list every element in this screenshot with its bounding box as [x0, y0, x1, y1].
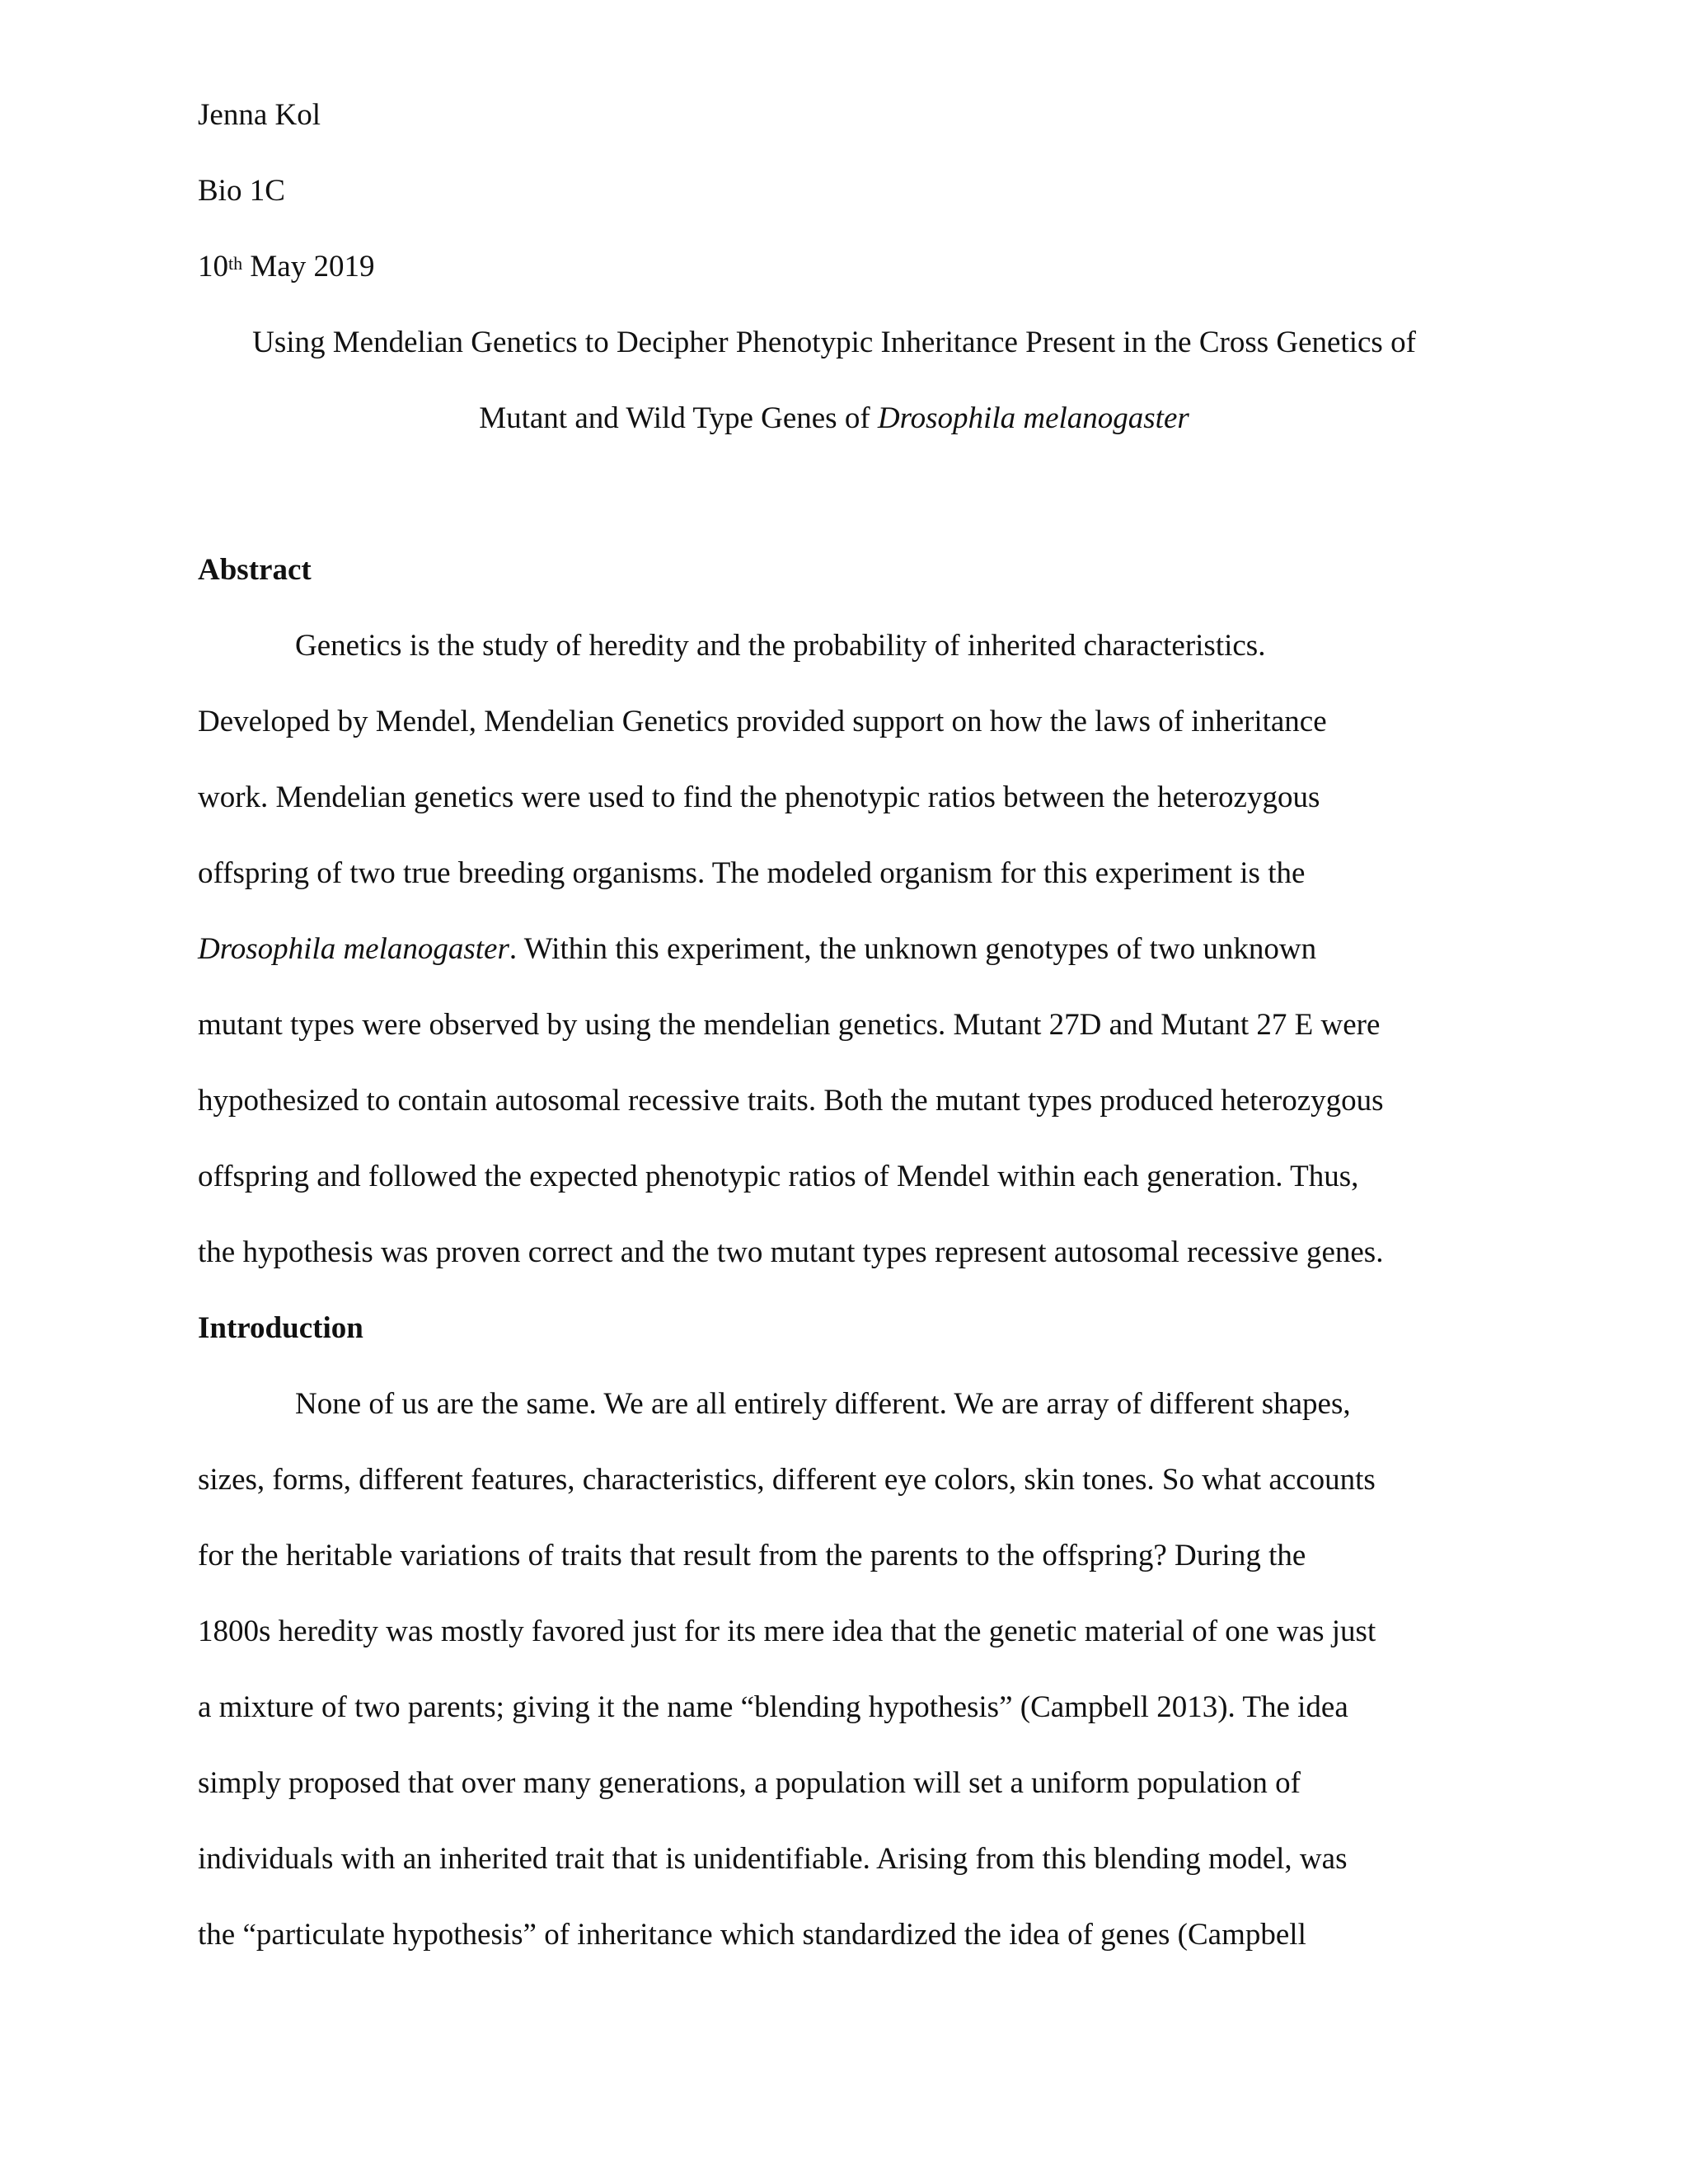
course-name: Bio 1C: [198, 174, 285, 208]
abstract-line: work. Mendelian genetics were used to find the phenotypic ratios between the heterozygous: [198, 780, 1320, 814]
introduction-line: a mixture of two parents; giving it the name “blending hypothesis” (Campbell 2013). The idea: [198, 1690, 1348, 1724]
abstract-line-rest: . Within this experiment, the unknown genotypes of two unknown: [509, 932, 1317, 966]
date-day: 10: [198, 250, 228, 284]
introduction-heading: Introduction: [198, 1311, 363, 1345]
paper-title-line-1: Using Mendelian Genetics to Decipher Phenotypic Inheritance Present in the Cross Genetics of: [252, 326, 1416, 359]
abstract-line: [198, 931, 1316, 968]
title-prefix: Mutant and Wild Type Genes of: [479, 401, 878, 435]
abstract-line: hypothesized to contain autosomal recessive traits. Both the mutant types produced heterozygous: [198, 1084, 1384, 1118]
introduction-line: individuals with an inherited trait that is unidentifiable. Arising from this blending model, was: [198, 1842, 1348, 1876]
abstract-line: Developed by Mendel, Mendelian Genetics provided support on how the laws of inheritance: [198, 705, 1327, 738]
abstract-line: offspring and followed the expected phenotypic ratios of Mendel within each generation. Thus,: [198, 1160, 1359, 1193]
introduction-line: 1800s heredity was mostly favored just for its mere idea that the genetic material of one was just: [198, 1615, 1376, 1648]
abstract-line: offspring of two true breeding organisms. The modeled organism for this experiment is the: [198, 856, 1306, 890]
introduction-line: sizes, forms, different features, characteristics, different eye colors, skin tones. So what accounts: [198, 1463, 1376, 1497]
abstract-line: the hypothesis was proven correct and the two mutant types represent autosomal recessive genes.: [198, 1235, 1384, 1269]
introduction-line: the “particulate hypothesis” of inheritance which standardized the idea of genes (Campbell: [198, 1918, 1306, 1952]
author-name: Jenna Kol: [198, 98, 321, 132]
paper-title-line-2: [198, 401, 1470, 437]
abstract-species: Drosophila melanogaster: [198, 932, 509, 966]
date-rest: May 2019: [242, 250, 375, 284]
introduction-line: None of us are the same. We are all entirely different. We are array of different shapes,: [295, 1387, 1351, 1421]
introduction-line: for the heritable variations of traits that result from the parents to the offspring? During the: [198, 1539, 1306, 1572]
document-date: [198, 249, 374, 285]
abstract-heading: Abstract: [198, 553, 312, 587]
abstract-line: mutant types were observed by using the mendelian genetics. Mutant 27D and Mutant 27 E were: [198, 1008, 1381, 1042]
introduction-line: simply proposed that over many generations, a population will set a uniform population of: [198, 1766, 1301, 1800]
title-species: Drosophila melanogaster: [877, 401, 1189, 435]
date-suffix: th: [228, 253, 243, 274]
abstract-line: Genetics is the study of heredity and the probability of inherited characteristics.: [295, 629, 1266, 663]
